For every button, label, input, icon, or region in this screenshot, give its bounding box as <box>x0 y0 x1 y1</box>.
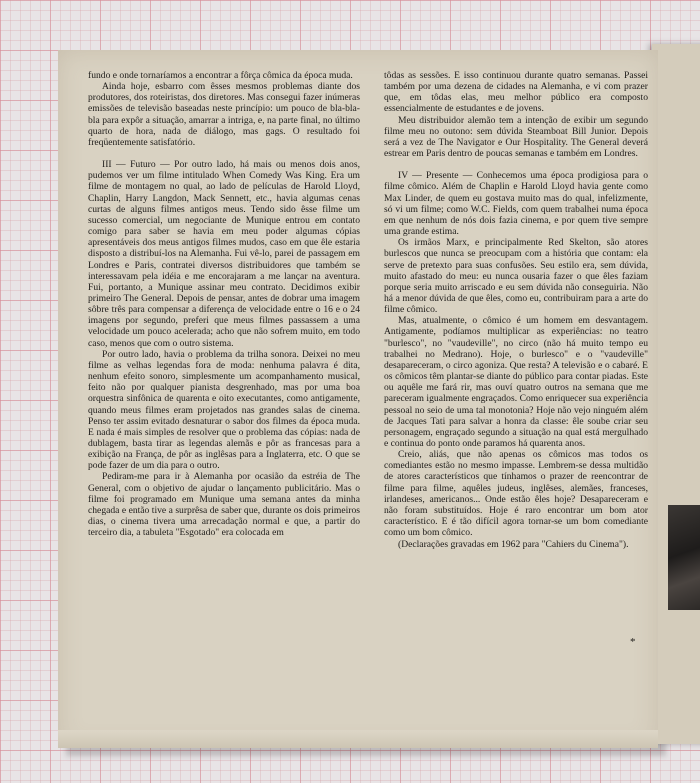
right-text-column <box>384 70 648 551</box>
section-paragraph-presente: IV — Presente — Conhecemos uma época prodigiosa para o filme cômico. Além de Chaplin e Harold Lloyd havia gente como Max Linder, de quem eu gostava muito mas do qual, infelizmente, só vi um filme; como W.C. Fields, com quem trabalhei numa época em que nenhum de nós dois fazia cinema, e por quem tive sempre uma grande estima. <box>384 170 648 238</box>
paragraph: fundo e onde tornaríamos a encontrar a fôrça cômica da época muda. <box>88 70 353 81</box>
left-text-column <box>88 70 360 538</box>
section-paragraph-futuro: III — Futuro — Por outro lado, há mais ou menos dois anos, pudemos ver um filme intitulado When Comedy Was King. Era um filme de montagem no qual, ao lado de películas de Harold Lloyd, Chaplin, Harry Langdon, Mack Sennett, etc., havia algumas cenas curtas de alguns filmes antigos meus. Tendo sido êsse filme um sucesso comercial, um negociante de Munique entrou em contato comigo para saber se havia em meu poder algumas cópias apresentáveis dos meus antigos filmes mudos, caso em que êle estaria disposto a distribuí-los na Alemanha. Fui vê-lo, parei de passagem em Londres e Paris, contratei diversos distribuidores que também se interessavam pela idéia e me encorajaram a me lançar na aventura. Fui, portanto, a Munique assinar meu contrato. Decidimos exibir primeiro The General. Depois de pensar, antes de dobrar uma imagem sôbre três para compensar a diferença de velocidade entre o 16 e o 24 imagens por segundo, preferi que meus filmes passassem a uma velocidade um pouco acelerada; acho que não sofrem muito, em todo caso, menos que com o outro sistema. <box>88 159 360 349</box>
paragraph: Meu distribuidor alemão tem a intenção de exibir um segundo filme meu no outono: sem dúvida Steamboat Bill Junior. Depois será a vez de The Navigator e Our Hospitality. The General deverá estrear em Paris dentro de poucas semanas e também em Londres. <box>384 114 648 160</box>
paragraph: Ainda hoje, esbarro com êsses mesmos problemas diante dos produtores, dos roteiristas, dos diretores. Mas consegui fazer inúmeras emissões de televisão baseadas neste princípio: um pouco de bla-bla-bla para expôr a situação, amarrar a intriga, e, na parte final, no último quarto de hora, nada de diálogo, mas gags. O resultado foi freqüentemente satisfatório. <box>88 81 360 148</box>
page-bottom-edge <box>58 730 658 748</box>
paragraph: tôdas as sessões. E isso continuou durante quatro semanas. Passei também por uma dezena de cidades na Alemanha, e vi com prazer que, em tôdas elas, meu melhor público era composto essencialmente de estudantes e de jovens. <box>384 70 648 115</box>
paragraph: Mas, atualmente, o cômico é um homem em desvantagem. Antigamente, podíamos multiplicar as experiências: no teatro "burlesco", no "vaudeville", no circo (não há muito tempo eu trabalhei no Medrano). Hoje, o burlesco" e o "vaudeville" desapareceram, o circo agoniza. Que resta? A televisão e o cabaré. E os cômicos têm plantar-se diante do público para contar piadas. Este ou aquêle me fará rir, mas ouví quatro outros na semana que me pareceram igualmente engraçados. Como enriquecer sua experiência pessoal no seio de uma tal monotonia? Hoje não vejo ninguém além de Jacques Tati para salvar a honra da classe: êle soube criar seu personagem, engraçado segundo a situação na qual está mergulhado e continua do ponto onde paramos há quarenta anos. <box>384 315 648 449</box>
paragraph: Creio, aliás, que não apenas os cômicos mas todos os comediantes estão no mesmo impasse. Lembrem-se dessa multidão de atores característicos que tínhamos o prazer de reencontrar de filme para filme, aquêles judeus, inglêses, alemães, franceses, irlandeses, americanos... Onde estão êles hoje? Desapareceram e não foram substituídos. Hoje é raro encontrar um bom ator característico. E é tão difícil agora tornar-se um bom comediante como um bom cômico. <box>384 449 648 539</box>
end-mark: * <box>630 636 636 648</box>
paragraph: Por outro lado, havia o problema da trilha sonora. Deixei no meu filme as velhas legendas fora de moda: nenhuma palavra é dita, nenhum efeito sonoro, simplesmente um acompanhamento musical, feito não por qualquer pianista desgrenhado, mas por uma boa orquestra sinfônica de quarenta e oito executantes, como antigamente, quando meus filmes eram projetados nas grandes salas de cinema. Penso ter assim evitado desnaturar o sabor dos filmes da época muda. E nada é mais simples de resolver que o problema das cópias: nada de dublagem, basta tirar as legendas alemãs e pôr as francesas para a exibição na França, de pôr as inglêsas para a Inglaterra, etc. O que se pode fazer de um dia para o outro. <box>88 348 360 472</box>
paragraph: Os irmãos Marx, e principalmente Red Skelton, são atores burlescos que nunca se preocupam com a história que contam: ela serve de pretexto para suas confusões. Seu estilo era, sem dúvida, muito afastado do meu: eu nunca ousaria fazer o que êles faziam porque seria muito arriscado e eu sem dúvida não conseguiria. Não há a menor dúvida de que êles, como eu, contribuiram para a arte do filme cômico. <box>384 237 648 316</box>
partial-photograph <box>668 505 700 610</box>
source-note: (Declarações gravadas em 1962 para "Cahiers du Cinema"). <box>398 539 629 551</box>
paragraph: Pediram-me para ir à Alemanha por ocasião da estréia de The General, com o objetivo de ajudar o lançamento publicitário. Mas o filme foi programado em Munique uma semana antes da minha chegada e então tive a surprêsa de saber que, durante os dois primeiros dias, o cinema tivera uma arrecadação normal e que, a partir do terceiro dia, a tabuleta "Esgotado" era colocada em <box>88 471 360 539</box>
adjacent-page <box>652 44 700 744</box>
